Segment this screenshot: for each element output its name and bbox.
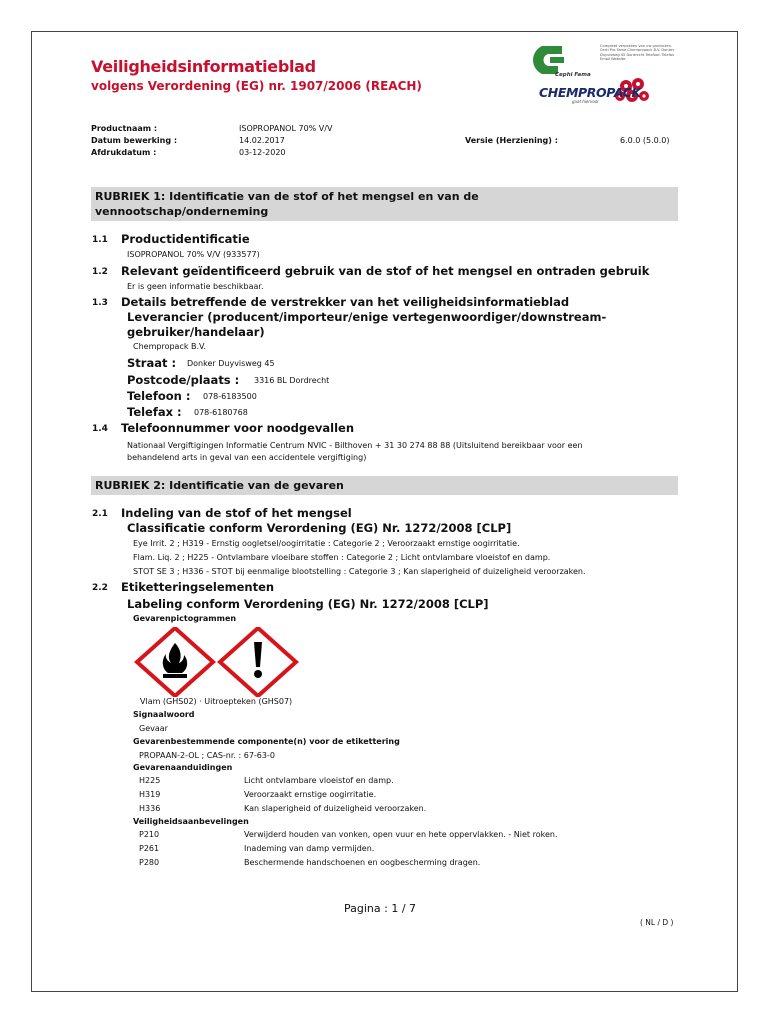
precaution-text: Inademing van damp vermijden. xyxy=(244,844,375,853)
document-title: Veiligheidsinformatieblad xyxy=(91,57,316,76)
relevant-use-text: Er is geen informatie beschikbaar. xyxy=(127,282,264,291)
hazard-code: H225 xyxy=(139,776,161,785)
edit-date-label: Datum bewerking : xyxy=(91,136,178,145)
subsection-number: 1.4 xyxy=(92,424,108,434)
label-elements-heading: Etiketteringselementen xyxy=(121,580,275,594)
precaution-code: P280 xyxy=(139,858,160,867)
signal-word-heading: Signaalwoord xyxy=(133,710,195,719)
hazard-text: Kan slaperigheid of duizeligheid veroorzaken. xyxy=(244,804,427,813)
precaution-code: P210 xyxy=(139,830,160,839)
street-label: Straat : xyxy=(127,356,177,370)
product-identification-text: ISOPROPANOL 70% V/V (933577) xyxy=(127,250,260,259)
section2-title: RUBRIEK 2: Identificatie van de gevaren xyxy=(95,479,344,492)
supplier-subheading-line2: gebruiker/handelaar) xyxy=(127,325,265,339)
section2-header xyxy=(91,476,678,495)
components-heading: Gevarenbestemmende componente(n) voor de etikettering xyxy=(133,737,400,746)
classification-line: STOT SE 3 ; H336 - STOT bij eenmalige blootstelling : Categorie 3 ; Kan slaperigheid of duizeligheid veroorzaken. xyxy=(133,567,586,576)
supplier-details-heading: Details betreffende de verstrekker van het veiligheidsinformatieblad xyxy=(121,295,570,309)
postcode-label: Postcode/plaats : xyxy=(127,373,240,387)
street-value: Donker Duyvisweg 45 xyxy=(187,359,275,368)
product-name-value: ISOPROPANOL 70% V/V xyxy=(239,124,333,133)
product-name-label: Productnaam : xyxy=(91,124,158,133)
precaution-code: P261 xyxy=(139,844,160,853)
precaution-text: Beschermende handschoenen en oogbescherming dragen. xyxy=(244,858,481,867)
language-code: ( NL / D ) xyxy=(640,918,674,927)
classification-line: Flam. Liq. 2 ; H225 - Ontvlambare vloeibare stoffen : Categorie 2 ; Licht ontvlambare vloeistof en damp. xyxy=(133,553,551,562)
labeling-subheading: Labeling conform Verordening (EG) Nr. 1272/2008 [CLP] xyxy=(127,597,489,611)
hazard-code: H336 xyxy=(139,804,161,813)
pictograms-heading: Gevarenpictogrammen xyxy=(133,614,237,623)
emergency-phone-text-line2: behandelend arts in geval van een accidentele vergiftiging) xyxy=(127,453,367,462)
classification-line: Eye Irrit. 2 ; H319 - Ernstig oogletsel/oogirritatie : Categorie 2 ; Veroorzaakt ernstige oogirritatie. xyxy=(133,539,520,548)
section1-header xyxy=(91,187,678,221)
emergency-phone-text-line1: Nationaal Vergiftigingen Informatie Centrum NVIC - Bilthoven + 31 30 274 88 88 (Uitsluitend bereikbaar voor een xyxy=(127,441,583,450)
document-subtitle: volgens Verordening (EG) nr. 1907/2006 (REACH) xyxy=(91,79,422,93)
subsection-number: 1.1 xyxy=(92,235,108,245)
precaution-text: Verwijderd houden van vonken, open vuur en hete oppervlakken. - Niet roken. xyxy=(244,830,558,839)
company-name: Chempropack B.V. xyxy=(133,342,207,351)
logo-cpf-text: Cephi Fama xyxy=(555,72,591,78)
subsection-number: 2.2 xyxy=(92,583,108,593)
pictograms-caption: Vlam (GHS02) · Uitroepteken (GHS07) xyxy=(140,697,293,706)
section1-title-line1: RUBRIEK 1: Identificatie van de stof of het mengsel en van de xyxy=(95,190,479,203)
classification-heading: Indeling van de stof of het mengsel xyxy=(121,506,352,520)
logo-tagline: gaat hiervoor xyxy=(572,99,599,104)
hazard-code: H319 xyxy=(139,790,161,799)
print-date-value: 03-12-2020 xyxy=(239,148,286,157)
exclamation-ghs07-icon xyxy=(220,628,296,696)
subsection-number: 2.1 xyxy=(92,509,108,519)
section1-title-line2: vennootschap/onderneming xyxy=(95,205,269,218)
fax-value: 078-6180768 xyxy=(194,408,248,417)
version-value: 6.0.0 (5.0.0) xyxy=(620,136,670,145)
classification-subheading: Classificatie conform Verordening (EG) Nr. 1272/2008 [CLP] xyxy=(127,521,512,535)
subsection-number: 1.2 xyxy=(92,267,108,277)
hazard-pictograms xyxy=(133,627,303,697)
precautionary-heading: Veiligheidsaanbevelingen xyxy=(133,817,249,826)
print-date-label: Afdrukdatum : xyxy=(91,148,157,157)
phone-label: Telefoon : xyxy=(127,389,191,403)
components-value: PROPAAN-2-OL ; CAS-nr. : 67-63-0 xyxy=(139,751,275,760)
phone-value: 078-6183500 xyxy=(203,392,257,401)
fax-label: Telefax : xyxy=(127,405,182,419)
version-label: Versie (Herziening) : xyxy=(465,136,558,145)
hazard-statements-heading: Gevarenaanduidingen xyxy=(133,763,233,772)
product-identification-heading: Productidentificatie xyxy=(121,232,250,246)
subsection-number: 1.3 xyxy=(92,298,108,308)
supplier-subheading-line1: Leverancier (producent/importeur/enige vertegenwoordiger/downstream- xyxy=(127,310,607,324)
edit-date-value: 14.02.2017 xyxy=(239,136,285,145)
relevant-use-heading: Relevant geïdentificeerd gebruik van de stof of het mengsel en ontraden gebruik xyxy=(121,264,650,278)
postcode-value: 3316 BL Dordrecht xyxy=(254,376,330,385)
signal-word-value: Gevaar xyxy=(139,724,168,733)
page-number: Pagina : 1 / 7 xyxy=(344,902,417,915)
logo-brand: CHEMPROPACK xyxy=(539,85,641,100)
flame-ghs02-icon xyxy=(137,628,213,696)
logo-company-text: Compleet verpakken van uw producten. Certi Pro Fame Chempropack B.V. Donker Duyvisweg 45 Dordrecht Telefoon Telefax Email Website xyxy=(600,44,675,61)
hazard-text: Veroorzaakt ernstige oogirritatie. xyxy=(244,790,377,799)
emergency-phone-heading: Telefoonnummer voor noodgevallen xyxy=(121,421,355,435)
hazard-text: Licht ontvlambare vloeistof en damp. xyxy=(244,776,394,785)
